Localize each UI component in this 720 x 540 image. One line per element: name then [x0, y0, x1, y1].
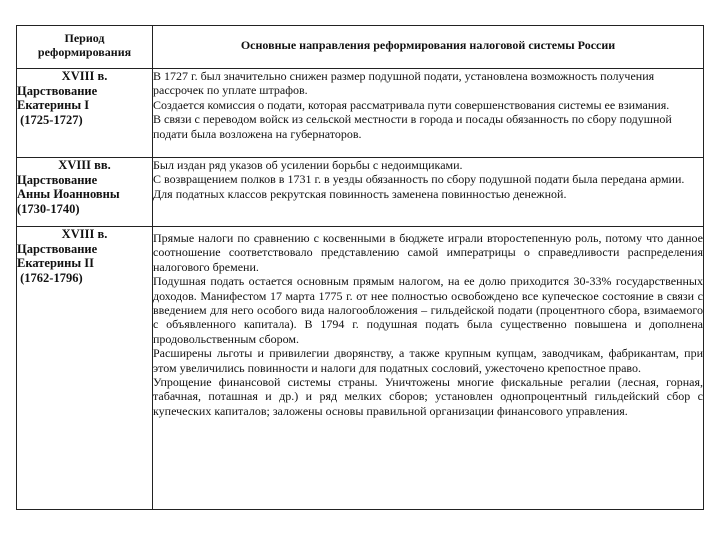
- table-row: [17, 158, 704, 227]
- direction-item: С возвращением полков в 1731 г. в уезды обязанность по сбору подушной подати была передана армии.: [153, 172, 685, 187]
- directions-cell: [153, 227, 704, 510]
- direction-item: Был издан ряд указов об усилении борьбы с недоимщиками.: [153, 158, 463, 172]
- direction-item: Подушная подать остается основным прямым налогом, на ее долю приходится 30-33% государственных доходов. Манифестом 17 марта 1775 г. от нее полностью освобождено все купеческое состояние в связи с введением для него особого вида налогообложения – гильдейской подати (процентного сбора, взимаемого с объявленного капитала). В 1794 г. подушная подать была существенно повышена и дополнена продовольственным сбором.: [153, 274, 703, 346]
- direction-item: Упрощение финансовой системы страны. Уничтожены многие фискальные регалии (лесная, горная, табачная, поташная и др.) и ряд мелких сборов; установлен однопроцентный гильдейский сбор с купеческих капиталов; заложены основы правильной организации финансового управления.: [153, 375, 703, 418]
- table-row: [17, 227, 704, 510]
- header-directions-text: Основные направления реформирования налоговой системы России: [240, 38, 616, 52]
- header-period: [17, 26, 153, 69]
- period-ruler: Екатерины I: [17, 98, 90, 112]
- period-reign: Царствование: [17, 83, 98, 98]
- period-ruler: Екатерины II: [17, 256, 94, 270]
- period-ruler: Анны Иоанновны: [17, 187, 120, 201]
- direction-item: Для податных классов рекрутская повинность заменена повинностью денежной.: [153, 186, 567, 201]
- period-century: XVIII в.: [61, 69, 108, 83]
- header-directions: [153, 26, 704, 69]
- period-century: XVIII в.: [61, 227, 108, 241]
- period-years: (1730-1740): [17, 201, 80, 216]
- tax-reform-table: [16, 25, 704, 510]
- direction-item: Расширены льготы и привилегии дворянству, а также крупным купцам, заводчикам, фабрикантам, при этом увеличились повинности и налоги для податных сословий, ужесточено крепостное право.: [153, 346, 703, 375]
- directions-cell: [153, 69, 704, 158]
- directions-cell: [153, 158, 704, 227]
- header-row: [17, 26, 704, 69]
- period-cell: [17, 227, 153, 510]
- header-period-line: реформирования: [37, 45, 132, 59]
- period-cell: [17, 69, 153, 158]
- period-reign: Царствование: [17, 241, 98, 256]
- period-cell: [17, 158, 153, 227]
- period-reign: Царствование: [17, 172, 98, 187]
- direction-item: Прямые налоги по сравнению с косвенными в бюджете играли второстепенную роль, потому что данное соотношение соответствовало представлению самой императрицы о справедливости распределения налогового бремени.: [153, 231, 703, 274]
- period-years: (1725-1727): [17, 112, 83, 127]
- period-century: XVIII вв.: [58, 158, 111, 172]
- direction-item: Создается комиссия о подати, которая рассматривала пути совершенствования системы ее взимания.: [153, 97, 670, 112]
- period-years: (1762-1796): [17, 270, 83, 285]
- table-row: [17, 69, 704, 158]
- direction-item: В 1727 г. был значительно снижен размер подушной подати, установлена возможность получения рассрочек по уплате штрафов.: [153, 69, 655, 98]
- direction-item: В связи с переводом войск из сельской местности в города и посады обязанность по сбору подушной подати была возложена на губернаторов.: [153, 112, 672, 141]
- header-period-line: Период: [64, 31, 105, 45]
